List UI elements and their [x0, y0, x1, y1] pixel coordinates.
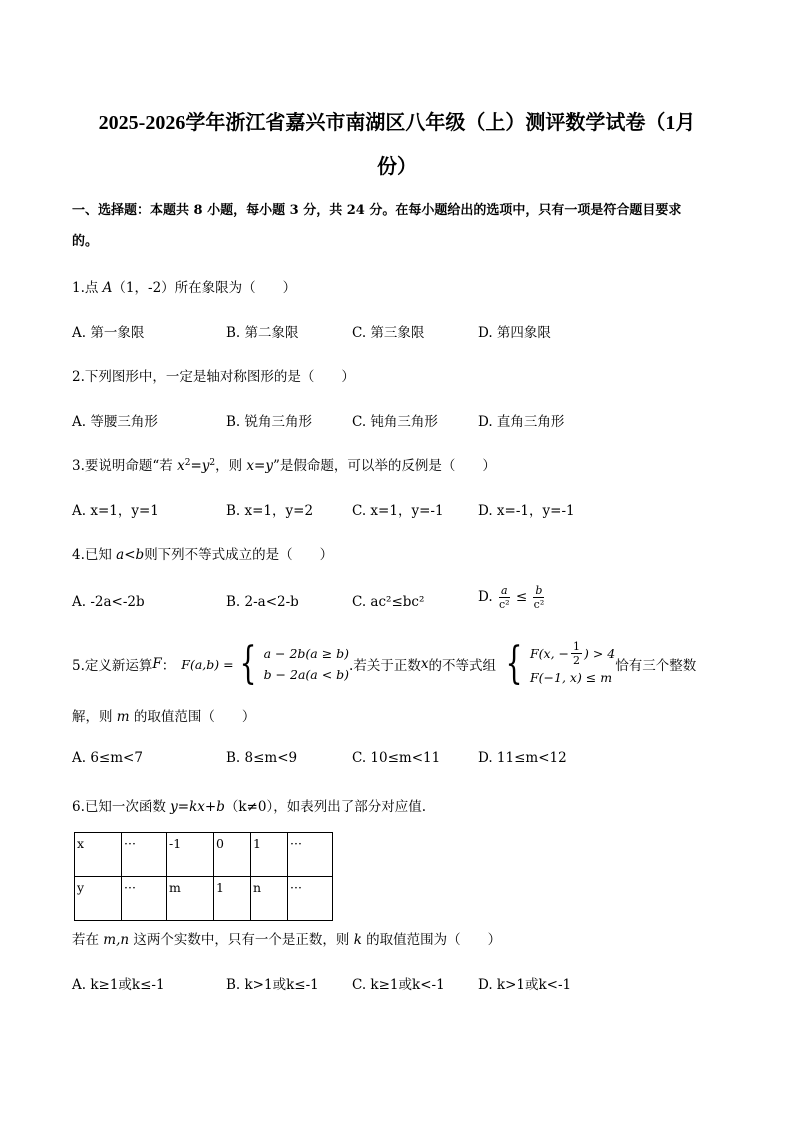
table-cell: 0: [214, 833, 251, 877]
table-cell: ···: [288, 877, 333, 921]
question-3-option-a: A. x=1，y=1: [72, 503, 159, 519]
section-heading-line-1: 一、选择题：本题共 8 小题，每小题 3 分，共 24 分。在每小题给出的选项中，只有一项是符合题目要求: [72, 203, 682, 218]
question-2-option-d: D. 直角三角形: [478, 414, 565, 430]
question-4-option-c: C. ac²≤bc²: [352, 594, 425, 610]
table-row: [75, 877, 333, 921]
question-3-stem: 3.要说明命题“若 $x^2=y^2$，则 x=y”是假命题，可以举的反例是（ ）: [72, 458, 496, 474]
fraction-a-over-c2: $\frac{a}{\text{c²}}$: [498, 584, 510, 611]
question-6-option-c: C. k≥1或k<-1: [352, 977, 445, 993]
question-6-option-d: D. k>1或k<-1: [478, 977, 572, 993]
question-6-condition: 若在 m,n 这两个实数中，只有一个是正数，则 k 的取值范围为（ ）: [72, 932, 502, 948]
table-cell: ···: [122, 833, 167, 877]
question-2-option-b: B. 锐角三角形: [226, 414, 313, 430]
value-table: [74, 832, 333, 921]
question-4-stem: 4.已知 a<b则下列不等式成立的是（ ）: [72, 547, 334, 563]
definition-cases: { a − 2b(a ≥ b) b − 2a(a < b): [239, 638, 350, 689]
question-6-option-b: B. k>1或k≤-1: [226, 977, 319, 993]
fraction-b-over-c2: $\frac{b}{\text{c²}}$: [533, 584, 545, 611]
table-row: [75, 833, 333, 877]
table-cell: 1: [251, 833, 288, 877]
title-line-1: 2025-2026学年浙江省嘉兴市南湖区八年级（上）测评数学试卷（1月: [98, 112, 696, 134]
question-4-option-d: D. $\frac{a}{\text{c²}}$ ≤ $\frac{b}{\text{c²}}$: [478, 584, 545, 611]
section-heading-line-2: 的。: [72, 234, 99, 249]
table-cell: -1: [167, 833, 214, 877]
table-cell: y: [75, 877, 122, 921]
table-cell: m: [167, 877, 214, 921]
table-cell: ···: [122, 877, 167, 921]
question-4-option-b: B. 2-a<2-b: [226, 594, 299, 610]
inequality-system: { F(x, − $\frac{1}{2}$ ) > 4 F(−1, x) ≤ m: [505, 638, 616, 689]
question-5-option-a: A. 6≤m<7: [72, 750, 143, 766]
title-line-2: 份）: [377, 156, 417, 178]
question-5-option-c: C. 10≤m<11: [352, 750, 441, 766]
question-6-stem: 6.已知一次函数 y=kx+b（k≠0），如表列出了部分对应值.: [72, 799, 426, 815]
question-1-option-b: B. 第二象限: [226, 325, 299, 341]
question-1-option-d: D. 第四象限: [478, 325, 551, 341]
question-1-option-c: C. 第三象限: [352, 325, 425, 341]
table-cell: 1: [214, 877, 251, 921]
exam-title: [60, 101, 734, 189]
question-5-stem: 5.定义新运算 F ： F(a,b) = { a − 2b(a ≥ b) b − 2a(a < b) .若关于正数 x 的不等式组 { F(x, − $\frac{1}{2}$ ) > 4 F(−1, x) ≤ m 恰有三个整数: [72, 638, 697, 689]
question-5-option-d: D. 11≤m<12: [478, 750, 567, 766]
question-1-option-a: A. 第一象限: [72, 325, 145, 341]
question-4-option-a: A. -2a<-2b: [72, 594, 145, 610]
question-1-stem: 1.点 A（1，-2）所在象限为（ ）: [72, 280, 297, 296]
question-2-stem: 2.下列图形中，一定是轴对称图形的是（ ）: [72, 369, 355, 385]
question-2-option-a: A. 等腰三角形: [72, 414, 158, 430]
table-cell: x: [75, 833, 122, 877]
question-5-option-b: B. 8≤m<9: [226, 750, 298, 766]
question-3-option-c: C. x=1，y=-1: [352, 503, 444, 519]
table-cell: ···: [288, 833, 333, 877]
table-cell: n: [251, 877, 288, 921]
question-5-stem-cont: 解，则 m 的取值范围（ ）: [72, 709, 256, 725]
question-6-option-a: A. k≥1或k≤-1: [72, 977, 165, 993]
question-2-option-c: C. 钝角三角形: [352, 414, 438, 430]
question-3-option-d: D. x=-1，y=-1: [478, 503, 575, 519]
question-3-option-b: B. x=1，y=2: [226, 503, 314, 519]
